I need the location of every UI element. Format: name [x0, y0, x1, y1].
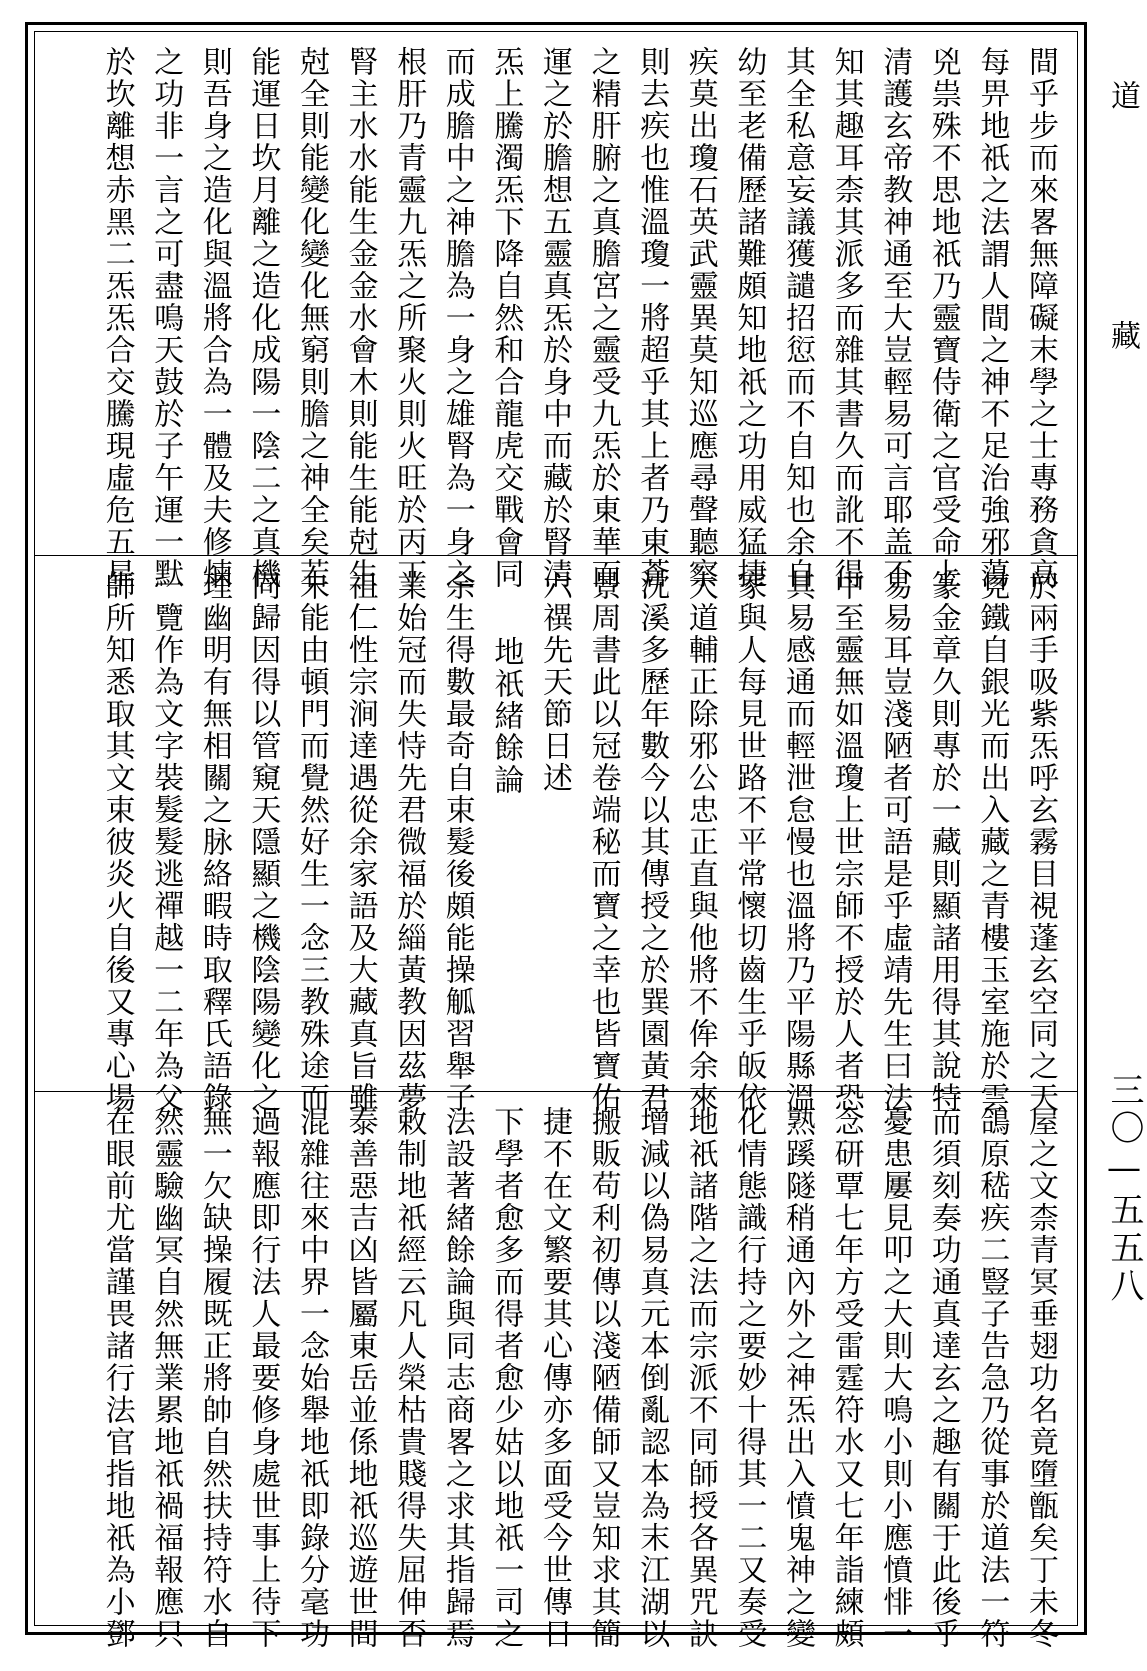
text-column: 地祇緒餘論	[488, 636, 524, 796]
text-column: 兇祟殊不思地祇乃靈寶侍衛之官受命上	[925, 46, 961, 590]
text-column: 其全私意妄議獲譴招愆而不自知也余自	[780, 46, 815, 590]
margin-title: 道藏	[1105, 80, 1140, 560]
text-column: 業始冠而失恃先君微福於緇黃教因茲夢	[391, 570, 427, 1114]
text-column: 則去疾也惟溫瓊一將超乎其上者乃東蒼	[634, 46, 670, 590]
text-panel-bottom	[35, 1091, 1077, 1650]
text-column: 沈溪多歷年數今以其傳授之於巽園黃君	[634, 570, 670, 1114]
text-column: 法設著緒餘論與同志商畧之求其指歸焉	[439, 1106, 475, 1650]
page-frame	[25, 22, 1087, 1650]
text-column: 篆金章久則專於一藏則顯諸用得其說特	[925, 570, 961, 1114]
text-column: 於坎離想赤黑二炁炁合交騰現虛危五星	[99, 46, 135, 590]
text-column: 尅全則能變化變化無窮則膽之神全矣若	[294, 46, 329, 590]
text-column: 未能由頓門而覺然好生一念三教殊途而	[294, 570, 329, 1114]
text-column: 一覽作為文字裝髮髮逃禪越一二年為父	[148, 570, 184, 1114]
text-column: 下學者愈多而得者愈少姑以地祇一司之	[488, 1106, 524, 1650]
text-column: 六禩先天節日述	[537, 570, 572, 794]
text-column: 運之於膽想五靈真炁於身中而藏於腎清	[537, 46, 572, 590]
text-column: 大道輔正除邪公忠正直與他將不侔余來	[682, 570, 718, 1114]
text-column: 地祇諸階之法而宗派不同師授各異咒訣	[682, 1106, 718, 1650]
text-column: 間乎步而來畧無障礙末學之士專務貪高	[1023, 46, 1058, 590]
text-column: 敕制地祇經云凡人榮枯貴賤得失屈伸否	[391, 1106, 427, 1650]
text-column: 腎主水水能生金金水會木則能生能尅生	[342, 46, 378, 590]
text-column: 余生得數最奇自束髮後頗能操觚習舉子	[439, 570, 475, 1114]
text-column: 其易感通而輕泄怠慢也溫將乃平陽縣溫	[780, 570, 815, 1114]
text-column: 同歸因得以管窺天隱顯之機陰陽變化之	[245, 570, 281, 1114]
text-column: 見鐵自銀光而出入藏之青樓玉室施於雲	[974, 570, 1010, 1114]
text-column: 理幽明有無相關之脉絡暇時取釋氏語錄	[196, 570, 232, 1114]
text-column: 無一欠缺操履既正將帥自然扶持符水自	[196, 1106, 232, 1650]
text-column: 清護玄帝教神通至大豈輕易可言耶盖不	[877, 46, 913, 590]
text-column: 知其趣耳柰其派多而雜其書久而訛不得	[828, 46, 864, 590]
text-column: 中至靈無如溫瓊上世宗師不授於人者恐	[828, 570, 864, 1114]
text-column: 每畀地祇之法謂人間之神不足治強邪蕩	[974, 46, 1010, 590]
text-column: 熟蹊隧稍通內外之神炁出入憤鬼神之變	[780, 1106, 815, 1650]
page-frame-inner	[34, 31, 1078, 1650]
text-column: 屋之文柰青冥垂翅功名竟墮甑矣丁未冬	[1023, 1106, 1058, 1650]
text-column: 能運日坎月離之造化成陽一陰二之真機	[245, 46, 281, 590]
text-column: 之功非一言之可盡鳴天鼓於子午運一默	[148, 46, 184, 590]
text-column: 景周書此以冠卷端秘而寶之幸也皆寶佑	[585, 570, 621, 1114]
text-column: 搬販苟利初傳以淺陋備師又豈知求其簡	[585, 1106, 621, 1650]
text-column: 疾莫出瓊石英武靈異莫知巡應尋聲聽察	[682, 46, 718, 590]
text-column: 之精肝腑之真膽宮之靈受九炁於東華而	[585, 46, 621, 590]
text-column: 家與人每見世路不平常懷切齒生乎皈依	[731, 570, 767, 1114]
text-column: 在眼前尤當謹畏諸行法官指地祇為小鄧	[99, 1106, 135, 1650]
text-column: 增減以偽易真元本倒亂認本為末江湖以	[634, 1106, 670, 1650]
text-column: 師所知悉取其文束彼炎火自後又專心場	[99, 570, 135, 1114]
text-column: 而須刻奏功通真達玄之趣有關于此後乎	[925, 1106, 961, 1650]
text-column: 混雜往來中界一念始舉地祇即錄分毫功	[294, 1106, 329, 1650]
text-column: 祖仁性宗涧達遇從余家語及大藏真旨雖	[342, 570, 378, 1114]
text-column: 化情態識行持之要妙十得其一二又奏受	[731, 1106, 767, 1650]
text-column: 幼至老備歷諸難頗知地祇之功用威猛捷	[731, 46, 767, 590]
text-column: 鴿原嵇疾二豎子告急乃從事於道法一符	[974, 1106, 1010, 1650]
text-column: 則吾身之造化與溫將合為一體及夫修煉	[196, 46, 232, 590]
text-column: 易易耳豈淺陋者可語是乎虛靖先生曰法	[877, 570, 913, 1114]
text-column: 炁上騰濁炁下降自然和合龍虎交戰會同	[488, 46, 524, 590]
text-column: 過報應即行法人最要修身處世事上待下	[245, 1106, 281, 1650]
text-column: 於兩手吸紫炁呼玄霧目視蓬玄空同之天	[1023, 570, 1058, 1114]
text-column: 然靈驗幽冥自然無業累地祇禍福報應只	[148, 1106, 184, 1650]
text-column: 憂患屢見叩之大則大鳴小則小應憤悱一	[877, 1106, 913, 1650]
text-column: 而成膽中之神膽為一身之雄腎為一身之	[439, 46, 475, 590]
text-panel-middle	[35, 555, 1077, 1114]
text-column: 泰善惡吉凶皆屬東岳並係地祇巡遊世間	[342, 1106, 378, 1650]
text-column: 捷不在文繁要其心傳亦多面受今世傳日	[537, 1106, 572, 1650]
text-panel-top	[35, 32, 1077, 590]
page-number: 三〇—五五八	[1104, 1072, 1144, 1306]
text-column: 根肝乃青靈九炁之所聚火則火旺於丙丁	[391, 46, 427, 590]
text-column: 念研覃七年方受雷霆符水又七年詣練頗	[828, 1106, 864, 1650]
